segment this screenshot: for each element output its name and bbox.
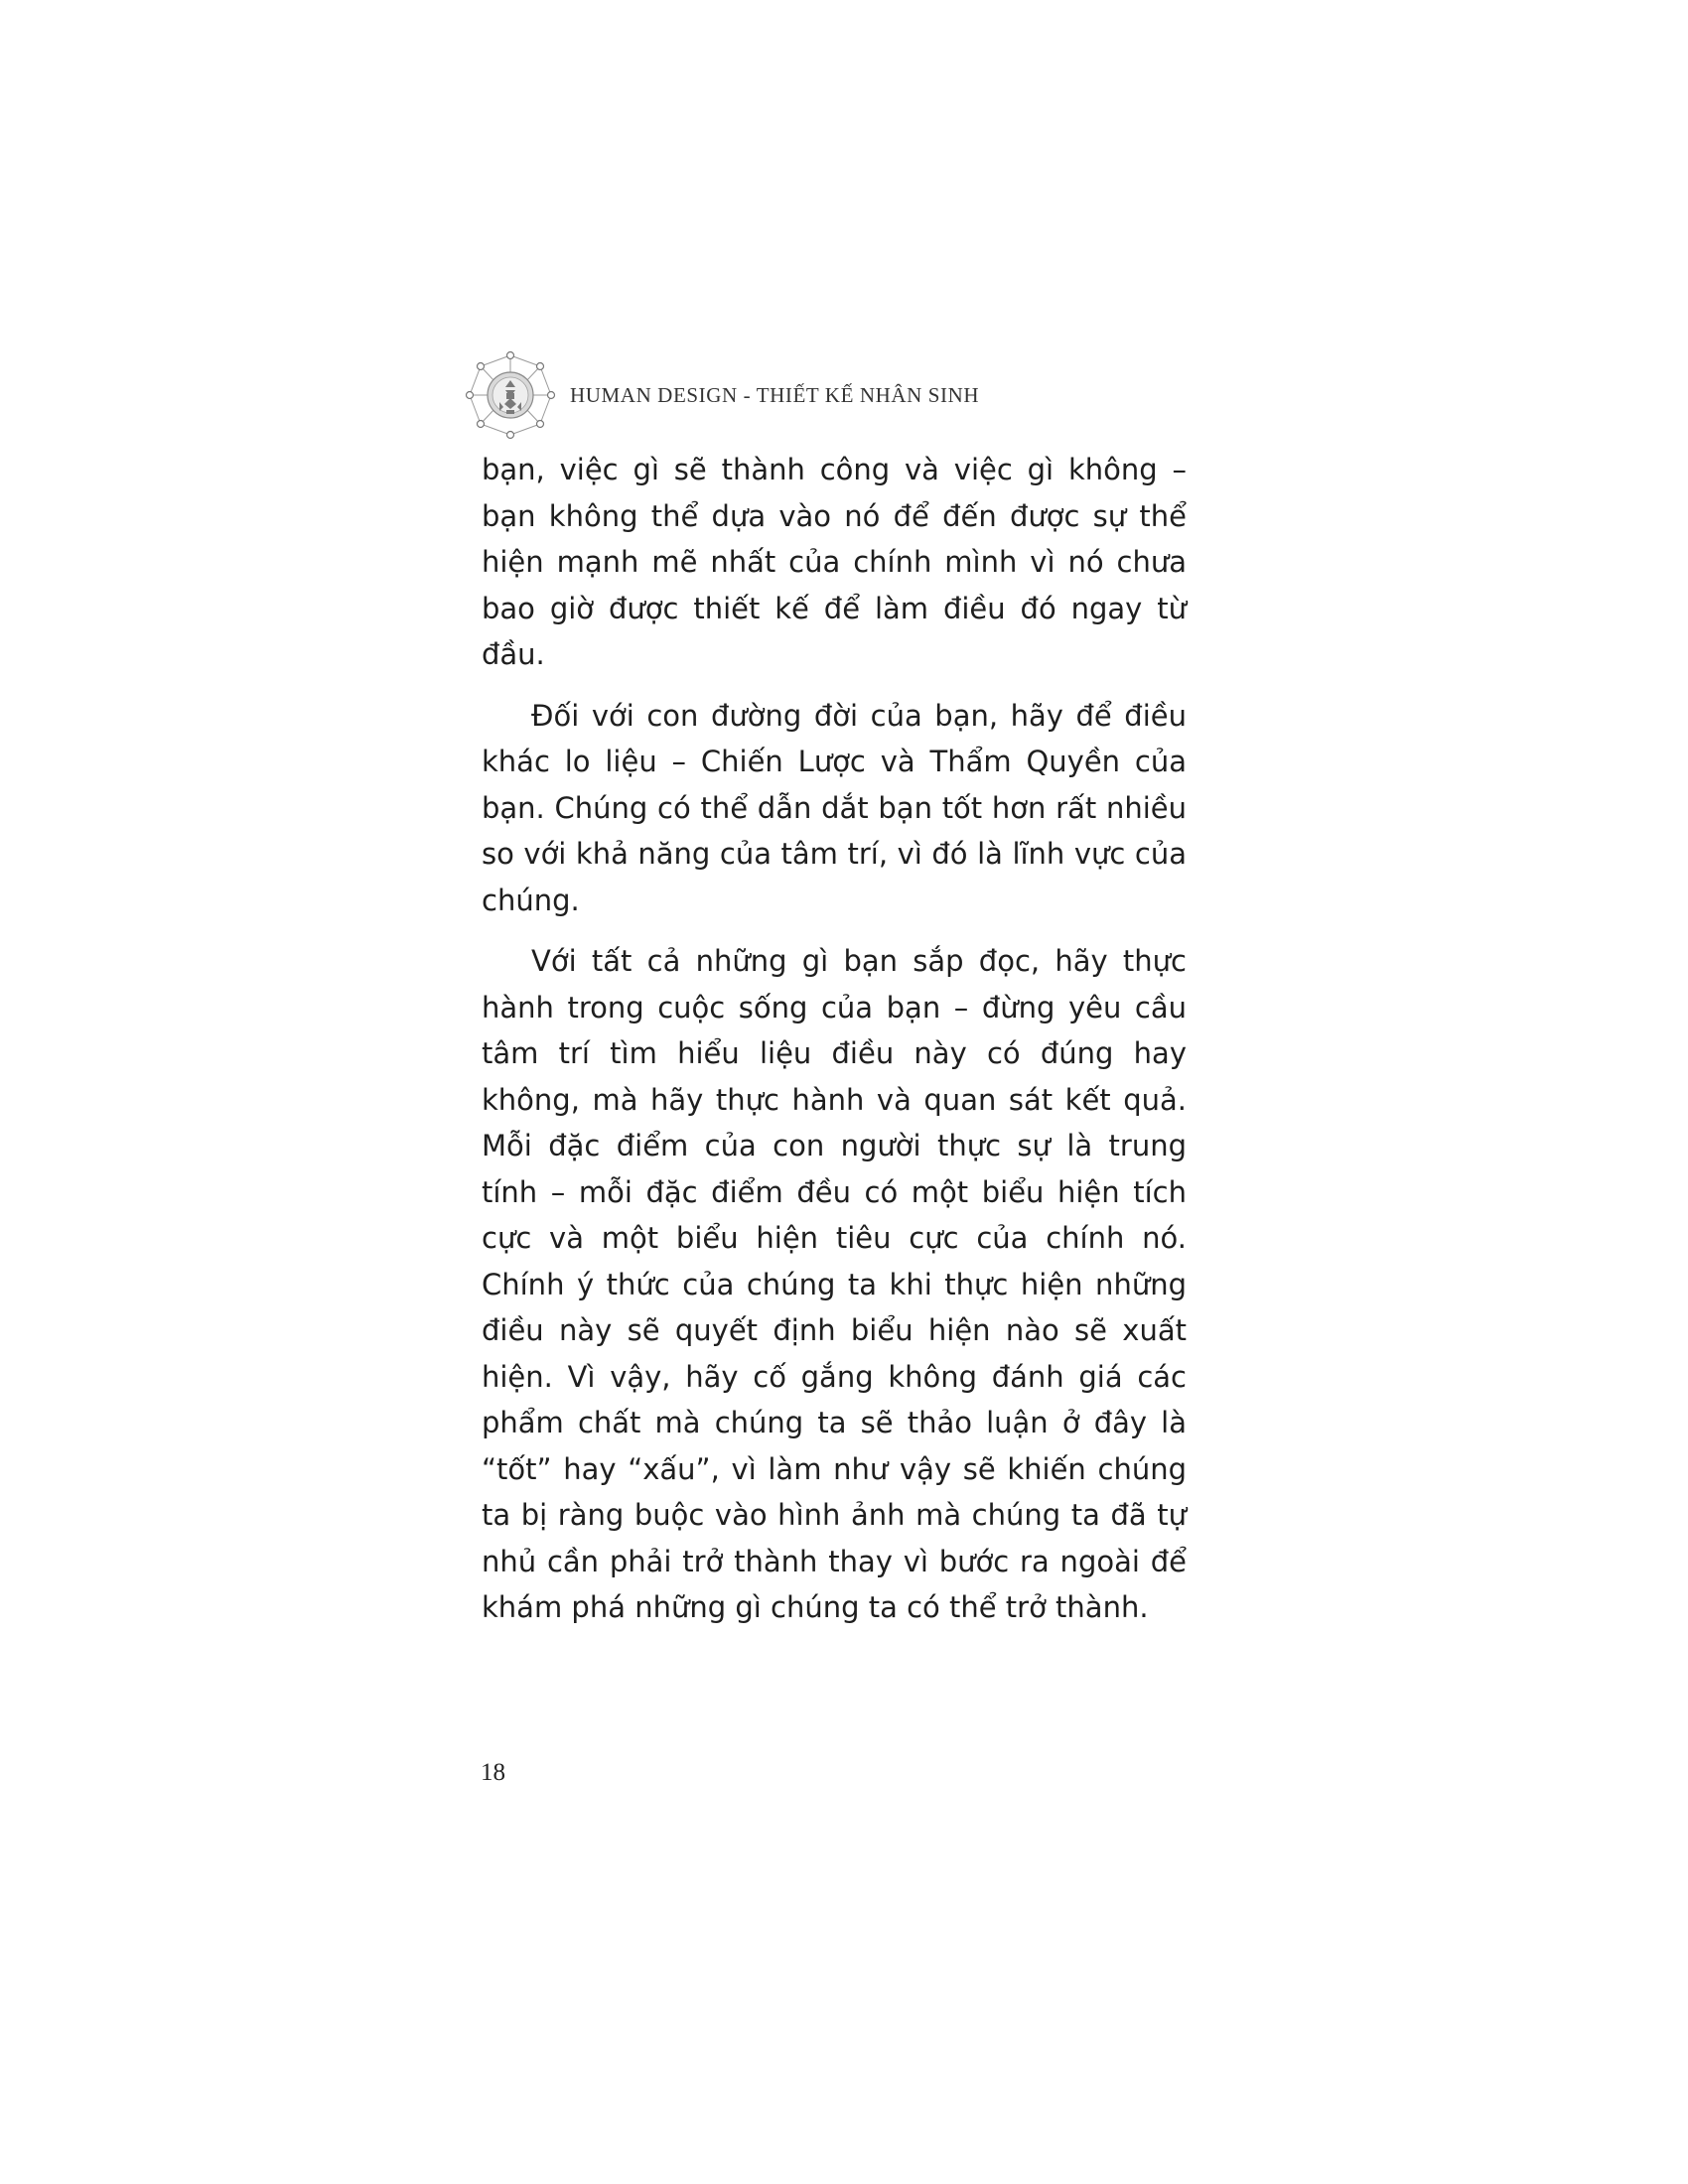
running-title: HUMAN DESIGN - THIẾT KẾ NHÂN SINH [570, 383, 980, 407]
body-text [482, 447, 1187, 1646]
paragraph: Đối với con đường đời của bạn, hãy để điều khác lo liệu – Chiến Lược và Thẩm Quyền của bạn. Chúng có thể dẫn dắt bạn tốt hơn rất nhiều so với khả năng của tâm trí, vì đó là lĩnh vực của chúng. [482, 698, 1187, 917]
paragraph: Với tất cả những gì bạn sắp đọc, hãy thực hành trong cuộc sống của bạn – đừng yêu cầu tâm trí tìm hiểu liệu điều này có đúng hay không, mà hãy thực hành và quan sát kết quả. Mỗi đặc điểm của con người thực sự là trung tính – mỗi đặc điểm đều có một biểu hiện tích cực và một biểu hiện tiêu cực của chính nó. Chính ý thức của chúng ta khi thực hiện những điều này sẽ quyết định biểu hiện nào sẽ xuất hiện. Vì vậy, hãy cố gắng không đánh giá các phẩm chất mà chúng ta sẽ thảo luận ở đây là “tốt” hay “xấu”, vì làm như vậy sẽ khiến chúng ta bị ràng buộc vào hình ảnh mà chúng ta đã tự nhủ cần phải trở thành thay vì bước ra ngoài để khám phá những gì chúng ta có thể trở thành. [482, 944, 1187, 1624]
paragraph-continued: bạn, việc gì sẽ thành công và việc gì không – bạn không thể dựa vào nó để đến được sự thể hiện mạnh mẽ nhất của chính mình vì nó chưa bao giờ được thiết kế để làm điều đó ngay từ đầu. [482, 453, 1187, 671]
human-design-emblem-icon [465, 349, 556, 441]
page-number: 18 [481, 1759, 505, 1786]
running-header [465, 347, 1219, 447]
